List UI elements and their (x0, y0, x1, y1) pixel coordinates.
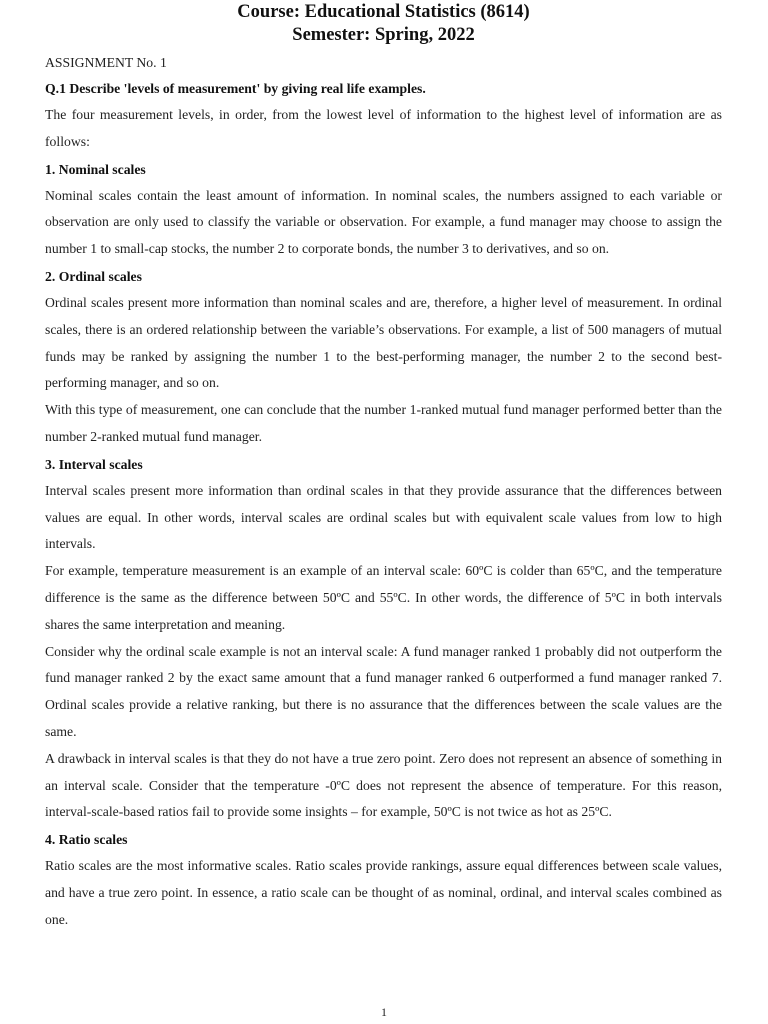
semester-title: Semester: Spring, 2022 (292, 25, 475, 45)
page-number: 1 (381, 1005, 387, 1019)
section-title-ordinal: 2. Ordinal scales (45, 268, 142, 284)
section-interval (45, 451, 722, 826)
assignment-heading: ASSIGNMENT No. 1 (45, 55, 167, 70)
paragraph: Consider why the ordinal scale example is not an interval scale: A fund manager ranked 1 probably did not outperform the fund manager ranked 2 by the exact same amount that a fund manager ranked 6 outperformed a fund manager ranked 7. Ordinal scales provide a relative ranking, but there is no assurance that the differences between the scale values are the same. (45, 643, 722, 739)
question-heading: Q.1 Describe 'levels of measurement' by giving real life examples. (45, 81, 426, 96)
paragraph: A drawback in interval scales is that they do not have a true zero point. Zero does not represent an absence of something in an interval scale. Consider that the temperature -0ºC does not represent the absence of temperature. For this reason, interval-scale-based ratios fail to provide some insights – for example, 50ºC is not twice as hot as 25ºC. (45, 750, 722, 820)
paragraph: Ordinal scales present more information than nominal scales and are, therefore, a higher level of measurement. In ordinal scales, there is an ordered relationship between the variable’s observations. For example, a list of 500 managers of mutual funds may be ranked by assigning the number 1 to the best-performing manager, the number 2 to the second best-performing manager, and so on. (45, 294, 722, 391)
paragraph: Ratio scales are the most informative scales. Ratio scales provide rankings, assure equal differences between scale values, and have a true zero point. In essence, a ratio scale can be thought of as nominal, ordinal, and interval scales combined as one. (45, 858, 722, 927)
paragraph: For example, temperature measurement is an example of an interval scale: 60ºC is colder than 65ºC, and the temperature difference is the same as the difference between 50ºC and 55ºC. In other words, the difference of 5ºC in both intervals shares the same interpretation and meaning. (45, 563, 722, 632)
intro-paragraph: The four measurement levels, in order, from the lowest level of information to the highest level of information are as follows: (45, 107, 722, 149)
document-header (45, 0, 722, 47)
section-title-interval: 3. Interval scales (45, 456, 143, 472)
section-title-nominal: 1. Nominal scales (45, 161, 146, 177)
section-title-ratio: 4. Ratio scales (45, 832, 128, 848)
paragraph: With this type of measurement, one can conclude that the number 1-ranked mutual fund manager performed better than the number 2-ranked mutual fund manager. (45, 402, 722, 444)
paragraph: Nominal scales contain the least amount of information. In nominal scales, the numbers assigned to each variable or observation are only used to classify the variable or observation. For example, a fund manager may choose to assign the number 1 to small-cap stocks, the number 2 to corporate bonds, the number 3 to derivatives, and so on. (45, 187, 722, 257)
section-ratio (45, 826, 722, 933)
paragraph: Interval scales present more information than ordinal scales in that they provide assurance that the differences between values are equal. In other words, interval scales are ordinal scales but with equivalent scale values from low to high intervals. (45, 482, 722, 552)
section-nominal (45, 156, 722, 263)
course-title: Course: Educational Statistics (8614) (237, 2, 530, 22)
section-ordinal (45, 263, 722, 451)
